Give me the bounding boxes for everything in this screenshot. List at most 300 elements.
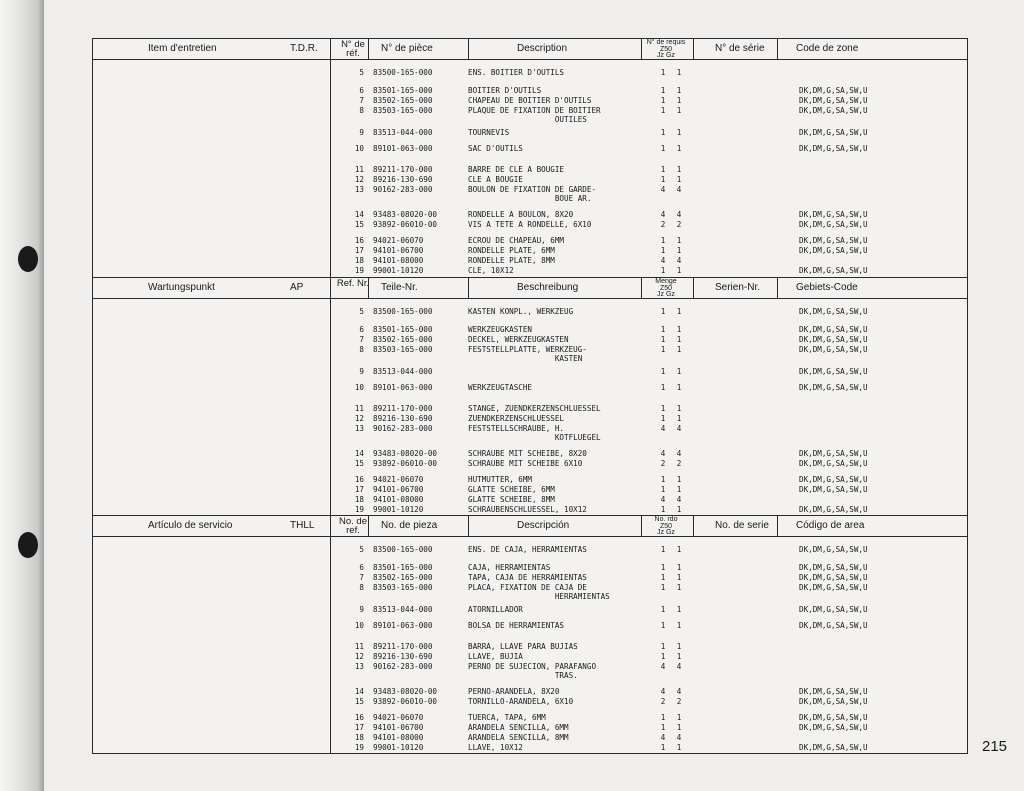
- zone-code: DK,DM,G,SA,SW,U: [799, 246, 868, 255]
- table-row: [93, 687, 967, 697]
- quantity-gz: 1: [676, 651, 682, 661]
- part-number: 89216-130-690: [373, 413, 433, 423]
- header-divider: [368, 516, 369, 536]
- ref-number: 9: [359, 605, 364, 614]
- ref-number: 10: [354, 144, 364, 153]
- part-description: PLACA, FIXATION DE CAJA DE: [468, 582, 587, 592]
- header-item-label: Wartungspunkt: [148, 282, 215, 293]
- quantity-jz: 4: [660, 184, 666, 194]
- table-row: [93, 459, 967, 469]
- quantity-gz: 1: [676, 164, 682, 174]
- zone-code: DK,DM,G,SA,SW,U: [799, 128, 868, 137]
- zone-code: DK,DM,G,SA,SW,U: [799, 485, 868, 494]
- part-description: TAPA, CAJA DE HERRAMIENTAS: [468, 572, 587, 582]
- section-1: [93, 39, 967, 277]
- part-description: SAC D'OUTILS: [468, 144, 523, 153]
- table-row: [93, 96, 967, 106]
- ref-number: 15: [354, 220, 364, 229]
- quantity-gz: 4: [676, 210, 682, 219]
- quantity-gz: 1: [676, 562, 682, 572]
- quantity-gz: 1: [676, 572, 682, 582]
- quantity-jz: 1: [660, 246, 666, 255]
- table-row: [93, 723, 967, 733]
- quantity-gz: 1: [676, 403, 682, 413]
- ref-number: 5: [359, 68, 364, 77]
- ref-number: 8: [359, 344, 364, 354]
- header-qty-model: Z50: [659, 284, 673, 292]
- header-divider: [368, 278, 369, 298]
- quantity-gz: 1: [676, 723, 682, 732]
- header-tdr-label: THLL: [290, 520, 315, 531]
- part-description: HERRAMIENTAS: [468, 592, 610, 601]
- part-number: 83500-165-000: [373, 545, 433, 554]
- table-row: [93, 713, 967, 723]
- part-number: 99001-10120: [373, 266, 424, 275]
- quantity-jz: 4: [660, 256, 666, 265]
- header-zone-label: Code de zone: [796, 43, 859, 54]
- quantity-gz: 2: [676, 459, 682, 468]
- table-row: [93, 433, 967, 443]
- ref-number: 7: [359, 334, 364, 344]
- zone-code: DK,DM,G,SA,SW,U: [799, 210, 868, 219]
- table-row: [93, 335, 967, 345]
- header-serial-label: No. de serie: [715, 520, 769, 531]
- quantity-jz: 1: [660, 651, 666, 661]
- section-header: [93, 39, 967, 60]
- part-description: WERKZEUGTASCHE: [468, 383, 533, 392]
- quantity-gz: 1: [676, 383, 682, 392]
- quantity-jz: 1: [660, 713, 666, 722]
- quantity-gz: 1: [676, 475, 682, 484]
- quantity-jz: 1: [660, 85, 666, 95]
- part-number: 83503-165-000: [373, 344, 433, 354]
- zone-code: DK,DM,G,SA,SW,U: [799, 95, 868, 105]
- page-number: 215: [982, 738, 1008, 755]
- quantity-gz: 2: [676, 697, 682, 706]
- part-description: ARANDELA SENCILLA, 8MM: [468, 733, 569, 742]
- table-row: [93, 583, 967, 593]
- part-number: 89211-170-000: [373, 164, 433, 174]
- ref-number: 11: [354, 641, 364, 651]
- header-qty-model: Z50: [659, 522, 673, 530]
- table-row: [93, 86, 967, 96]
- quantity-gz: 1: [676, 641, 682, 651]
- zone-code: DK,DM,G,SA,SW,U: [799, 545, 868, 554]
- part-number: 90162-283-000: [373, 661, 433, 671]
- quantity-jz: 2: [660, 220, 666, 229]
- zone-code: DK,DM,G,SA,SW,U: [799, 85, 868, 95]
- ref-number: 7: [359, 95, 364, 105]
- part-number: 83503-165-000: [373, 582, 433, 592]
- table-row: [93, 485, 967, 495]
- part-description: FESTSTELLPLATTE, WERKZEUG-: [468, 344, 587, 354]
- part-description: SCHRAUBE MIT SCHEIBE, 8X20: [468, 449, 587, 458]
- table-row: [93, 642, 967, 652]
- table-row: [93, 220, 967, 230]
- part-description: BOITIER D'OUTILS: [468, 85, 542, 95]
- header-divider: [693, 39, 694, 59]
- quantity-jz: 1: [660, 505, 666, 514]
- part-number: 89101-063-000: [373, 621, 433, 630]
- ref-number: 15: [354, 459, 364, 468]
- zone-code: DK,DM,G,SA,SW,U: [799, 449, 868, 458]
- part-number: 93483-08020-00: [373, 449, 438, 458]
- quantity-jz: 1: [660, 174, 666, 184]
- table-row: [93, 697, 967, 707]
- table-row: [93, 210, 967, 220]
- quantity-jz: 4: [660, 210, 666, 219]
- part-number: 90162-283-000: [373, 184, 433, 194]
- table-row: [93, 621, 967, 631]
- quantity-gz: 1: [676, 605, 682, 614]
- part-number: 89101-063-000: [373, 144, 433, 153]
- zone-code: DK,DM,G,SA,SW,U: [799, 475, 868, 484]
- part-description: PERNO-ARANDELA, 8X20: [468, 687, 560, 696]
- part-number: 89211-170-000: [373, 403, 433, 413]
- part-number: 94101-08000: [373, 495, 424, 504]
- table-row: [93, 563, 967, 573]
- zone-code: DK,DM,G,SA,SW,U: [799, 723, 868, 732]
- quantity-gz: 1: [676, 85, 682, 95]
- ref-number: 15: [354, 697, 364, 706]
- quantity-jz: 4: [660, 449, 666, 458]
- table-row: [93, 115, 967, 125]
- quantity-gz: 1: [676, 236, 682, 245]
- part-number: 83500-165-000: [373, 68, 433, 77]
- parts-table: [92, 38, 968, 754]
- quantity-gz: 4: [676, 733, 682, 742]
- quantity-jz: 4: [660, 733, 666, 742]
- table-row: [93, 414, 967, 424]
- part-description: BOULON DE FIXATION DE GARDE-: [468, 184, 597, 194]
- quantity-jz: 4: [660, 423, 666, 433]
- part-number: 93483-08020-00: [373, 210, 438, 219]
- table-row: [93, 404, 967, 414]
- ref-number: 19: [354, 505, 364, 514]
- quantity-jz: 1: [660, 582, 666, 592]
- part-number: 94021-06070: [373, 236, 424, 245]
- binder-ring-hole: [18, 246, 38, 272]
- part-number: 90162-283-000: [373, 423, 433, 433]
- part-number: 93892-06010-00: [373, 220, 438, 229]
- part-description: CLE A BOUGIE: [468, 174, 523, 184]
- quantity-gz: 4: [676, 423, 682, 433]
- header-divider: [330, 516, 331, 536]
- part-number: 94021-06070: [373, 713, 424, 722]
- table-row: [93, 175, 967, 185]
- ref-number: 17: [354, 246, 364, 255]
- quantity-gz: 1: [676, 324, 682, 334]
- ref-number: 12: [354, 413, 364, 423]
- quantity-jz: 4: [660, 661, 666, 671]
- part-description: CLE, 10X12: [468, 266, 514, 275]
- zone-code: DK,DM,G,SA,SW,U: [799, 713, 868, 722]
- quantity-jz: 1: [660, 128, 666, 137]
- binder-ring-hole: [18, 532, 38, 558]
- quantity-jz: 1: [660, 334, 666, 344]
- quantity-jz: 2: [660, 697, 666, 706]
- part-description: CAJA, HERRAMIENTAS: [468, 562, 551, 572]
- part-number: 83502-165-000: [373, 334, 433, 344]
- zone-code: DK,DM,G,SA,SW,U: [799, 697, 868, 706]
- table-row: [93, 307, 967, 317]
- header-divider: [777, 278, 778, 298]
- ref-number: 18: [354, 495, 364, 504]
- ref-number: 19: [354, 743, 364, 752]
- quantity-jz: 1: [660, 572, 666, 582]
- header-serial-label: N° de série: [715, 43, 765, 54]
- header-divider: [368, 39, 369, 59]
- part-number: 83501-165-000: [373, 324, 433, 334]
- quantity-gz: 1: [676, 266, 682, 275]
- ref-number: 6: [359, 85, 364, 95]
- section-header: [93, 516, 967, 537]
- part-description: TRAS.: [468, 671, 578, 680]
- header-qty-model: Z50: [659, 45, 673, 53]
- quantity-gz: 4: [676, 449, 682, 458]
- binder-spine: [0, 0, 44, 791]
- quantity-gz: 1: [676, 128, 682, 137]
- part-number: 83501-165-000: [373, 562, 433, 572]
- quantity-gz: 1: [676, 344, 682, 354]
- table-row: [93, 345, 967, 355]
- zone-code: DK,DM,G,SA,SW,U: [799, 582, 868, 592]
- part-number: 93483-08020-00: [373, 687, 438, 696]
- quantity-jz: 1: [660, 403, 666, 413]
- header-description-label: Description: [517, 43, 568, 54]
- quantity-jz: 1: [660, 266, 666, 275]
- table-row: [93, 505, 967, 515]
- quantity-jz: 4: [660, 495, 666, 504]
- quantity-jz: 4: [660, 687, 666, 696]
- part-number: 83513-044-000: [373, 128, 433, 137]
- quantity-jz: 1: [660, 475, 666, 484]
- table-row: [93, 475, 967, 485]
- part-description: TOURNEVIS: [468, 128, 510, 137]
- section-header: [93, 278, 967, 299]
- part-description: TUERCA, TAPA, 6MM: [468, 713, 546, 722]
- part-number: 83500-165-000: [373, 307, 433, 316]
- ref-number: 13: [354, 661, 364, 671]
- table-row: [93, 185, 967, 195]
- header-divider: [693, 278, 694, 298]
- part-number: 89101-063-000: [373, 383, 433, 392]
- part-description: GLATTE SCHEIBE, 8MM: [468, 495, 555, 504]
- header-tdr-label: T.D.R.: [290, 43, 318, 54]
- quantity-jz: 1: [660, 344, 666, 354]
- table-row: [93, 68, 967, 78]
- zone-code: DK,DM,G,SA,SW,U: [799, 105, 868, 115]
- part-number: 94101-06700: [373, 246, 424, 255]
- quantity-gz: 4: [676, 687, 682, 696]
- quantity-jz: 1: [660, 621, 666, 630]
- part-description: ECROU DE CHAPEAU, 6MM: [468, 236, 565, 245]
- ref-number: 18: [354, 256, 364, 265]
- part-number: 94101-06700: [373, 723, 424, 732]
- part-description: GLATTE SCHEIBE, 6MM: [468, 485, 555, 494]
- part-description: PERNO DE SUJECION, PARAFANGO: [468, 661, 597, 671]
- zone-code: DK,DM,G,SA,SW,U: [799, 367, 868, 376]
- part-description: ARANDELA SENCILLA, 6MM: [468, 723, 569, 732]
- part-number: 94101-08000: [373, 256, 424, 265]
- header-divider: [468, 39, 469, 59]
- quantity-jz: 1: [660, 545, 666, 554]
- quantity-gz: 1: [676, 621, 682, 630]
- quantity-gz: 1: [676, 246, 682, 255]
- zone-code: DK,DM,G,SA,SW,U: [799, 307, 868, 316]
- section-2: [93, 277, 967, 516]
- part-number: 83513-044-000: [373, 367, 433, 376]
- part-description: KOTFLUEGEL: [468, 433, 601, 442]
- ref-number: 10: [354, 383, 364, 392]
- quantity-jz: 1: [660, 105, 666, 115]
- part-description: ZUENDKERZENSCHLUESSEL: [468, 413, 565, 423]
- table-row: [93, 449, 967, 459]
- table-row: [93, 671, 967, 681]
- part-number: 99001-10120: [373, 505, 424, 514]
- quantity-gz: 1: [676, 505, 682, 514]
- part-description: SCHRAUBE MIT SCHEIBE 6X10: [468, 459, 583, 468]
- part-description: WERKZEUGKASTEN: [468, 324, 533, 334]
- table-row: [93, 128, 967, 138]
- quantity-jz: 1: [660, 236, 666, 245]
- quantity-gz: 4: [676, 184, 682, 194]
- ref-number: 11: [354, 164, 364, 174]
- ref-number: 12: [354, 174, 364, 184]
- part-description: STANGE, ZUENDKERZENSCHLUESSEL: [468, 403, 601, 413]
- table-row: [93, 573, 967, 583]
- table-row: [93, 354, 967, 364]
- table-row: [93, 106, 967, 116]
- quantity-jz: 1: [660, 605, 666, 614]
- table-row: [93, 605, 967, 615]
- quantity-gz: 1: [676, 307, 682, 316]
- quantity-jz: 1: [660, 307, 666, 316]
- part-description: TORNILLO-ARANDELA, 6X10: [468, 697, 574, 706]
- header-qty-title: Menge: [655, 278, 677, 285]
- header-divider: [777, 516, 778, 536]
- ref-number: 5: [359, 307, 364, 316]
- part-description: HUTMUTTER, 6MM: [468, 475, 533, 484]
- ref-number: 8: [359, 105, 364, 115]
- quantity-gz: 1: [676, 413, 682, 423]
- part-description: RONDELLE PLATE, 8MM: [468, 256, 555, 265]
- ref-number: 14: [354, 687, 364, 696]
- quantity-gz: 1: [676, 174, 682, 184]
- quantity-gz: 1: [676, 582, 682, 592]
- quantity-jz: 1: [660, 367, 666, 376]
- zone-code: DK,DM,G,SA,SW,U: [799, 505, 868, 514]
- header-qty-sub: Jz Gz: [657, 52, 675, 59]
- ref-number: 14: [354, 449, 364, 458]
- part-number: 83513-044-000: [373, 605, 433, 614]
- part-number: 89216-130-690: [373, 174, 433, 184]
- part-number: 93892-06010-00: [373, 697, 438, 706]
- part-description: VIS A TETE A RONDELLE, 6X10: [468, 220, 592, 229]
- table-row: [93, 236, 967, 246]
- part-number: 89216-130-690: [373, 651, 433, 661]
- quantity-jz: 1: [660, 485, 666, 494]
- table-row: [93, 256, 967, 266]
- ref-number: 9: [359, 367, 364, 376]
- table-row: [93, 194, 967, 204]
- quantity-gz: 4: [676, 256, 682, 265]
- header-part-label: N° de pièce: [381, 43, 433, 54]
- quantity-gz: 1: [676, 68, 682, 77]
- table-row: [93, 246, 967, 256]
- quantity-jz: 1: [660, 324, 666, 334]
- section-3: [93, 515, 967, 754]
- part-description: KASTEN: [468, 354, 583, 363]
- quantity-gz: 1: [676, 95, 682, 105]
- table-row: [93, 495, 967, 505]
- quantity-gz: 1: [676, 485, 682, 494]
- header-serial-label: Serien-Nr.: [715, 282, 761, 293]
- part-description: OUTILES: [468, 115, 587, 124]
- zone-code: DK,DM,G,SA,SW,U: [799, 344, 868, 354]
- table-row: [93, 325, 967, 335]
- part-number: 99001-10120: [373, 743, 424, 752]
- part-description: ATORNILLADOR: [468, 605, 523, 614]
- header-description-label: Beschreibung: [517, 282, 579, 293]
- ref-number: 13: [354, 184, 364, 194]
- header-divider: [468, 278, 469, 298]
- quantity-gz: 1: [676, 545, 682, 554]
- table-row: [93, 545, 967, 555]
- header-ref-label: N° de réf.: [341, 39, 365, 59]
- part-description: ENS. BOITIER D'OUTILS: [468, 68, 565, 77]
- header-divider: [330, 39, 331, 59]
- part-description: ENS. DE CAJA, HERRAMIENTAS: [468, 545, 587, 554]
- quantity-jz: 1: [660, 95, 666, 105]
- part-number: 83502-165-000: [373, 95, 433, 105]
- table-row: [93, 165, 967, 175]
- part-description: BARRA, LLAVE PARA BUJIAS: [468, 641, 578, 651]
- header-qty-sub: Jz Gz: [657, 529, 675, 536]
- quantity-jz: 1: [660, 68, 666, 77]
- quantity-jz: 1: [660, 164, 666, 174]
- zone-code: DK,DM,G,SA,SW,U: [799, 621, 868, 630]
- table-row: [93, 424, 967, 434]
- part-description: CHAPEAU DE BOITIER D'OUTILS: [468, 95, 592, 105]
- table-row: [93, 733, 967, 743]
- header-divider: [777, 39, 778, 59]
- part-description: FESTSTELLSCHRAUBE, H.: [468, 423, 565, 433]
- quantity-gz: 1: [676, 105, 682, 115]
- zone-code: DK,DM,G,SA,SW,U: [799, 220, 868, 229]
- table-row: [93, 662, 967, 672]
- part-description: RONDELLE A BOULON, 8X20: [468, 210, 574, 219]
- part-description: KASTEN KONPL., WERKZEUG: [468, 307, 574, 316]
- part-description: BOLSA DE HERRAMIENTAS: [468, 621, 565, 630]
- table-row: [93, 144, 967, 154]
- header-qty-title: N° de requis: [646, 39, 686, 46]
- zone-code: DK,DM,G,SA,SW,U: [799, 144, 868, 153]
- part-description: BARRE DE CLE A BOUGIE: [468, 164, 565, 174]
- quantity-gz: 4: [676, 495, 682, 504]
- part-description: SCHRAUBENSCHLUESSEL, 10X12: [468, 505, 587, 514]
- ref-number: 13: [354, 423, 364, 433]
- quantity-jz: 1: [660, 413, 666, 423]
- zone-code: DK,DM,G,SA,SW,U: [799, 572, 868, 582]
- header-description-label: Descripción: [517, 520, 570, 531]
- header-divider: [330, 278, 331, 298]
- ref-number: 17: [354, 723, 364, 732]
- header-ref-label: No. de ref.: [339, 516, 367, 536]
- part-description: DECKEL, WERKZEUGKASTEN: [468, 334, 569, 344]
- quantity-gz: 4: [676, 661, 682, 671]
- zone-code: DK,DM,G,SA,SW,U: [799, 236, 868, 245]
